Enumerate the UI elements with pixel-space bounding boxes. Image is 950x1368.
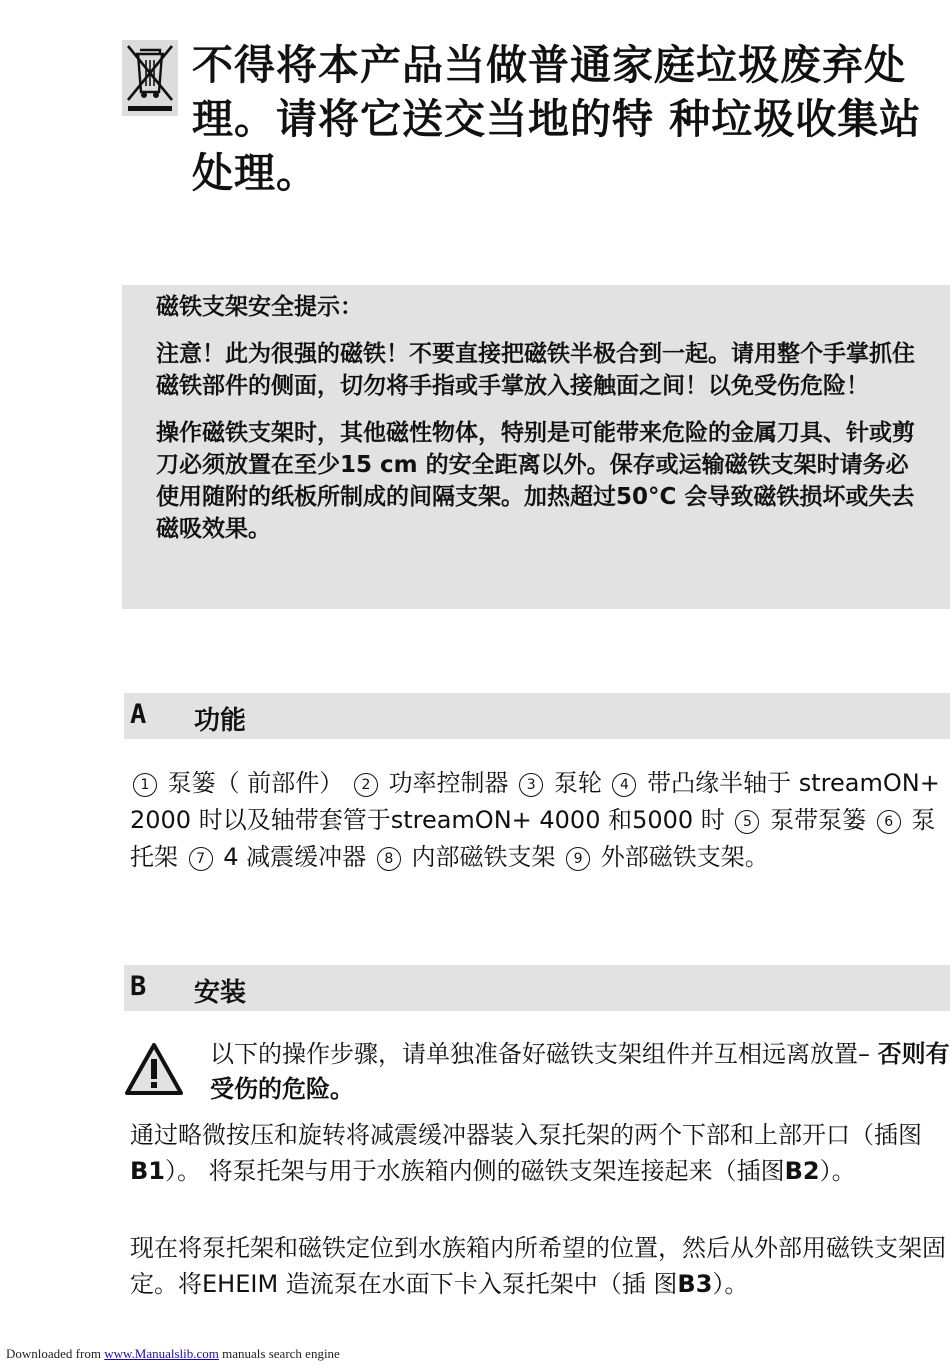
item-number: 9 — [566, 847, 590, 871]
list-item: 4 带凸缘半轴于 streamON+ 2000 时以及轴带套管于streamON+ 4000 和5000 时 — [130, 769, 940, 834]
warning-emphasis: 否则有受伤的危险。 — [210, 1040, 950, 1103]
figure-ref-b2: B2 — [784, 1157, 820, 1185]
section-a-header — [124, 693, 950, 739]
section-b-letter: B — [130, 971, 147, 1002]
item-number: 6 — [877, 810, 901, 834]
item-number: 2 — [354, 773, 378, 797]
section-a-title: 功能 — [194, 706, 247, 736]
safety-paragraph-2: 操作磁铁支架时，其他磁性物体，特别是可能带来危险的金属刀具、针或剪刀必须放置在至少15 cm 的安全距离以外。保存或运输磁铁支架时请务必使用随附的纸板所制成的间隔支架。加热超过50°C 会导致磁铁损坏或失去磁吸效果。 — [156, 420, 915, 542]
list-item: 1 泵篓（ 前部件） — [130, 769, 343, 797]
list-item: 9 外部磁铁支架。 — [563, 843, 769, 871]
list-item: 6 泵托架 — [130, 806, 936, 871]
manualslib-link[interactable]: www.Manualslib.com — [104, 1346, 219, 1361]
installation-warning: 以下的操作步骤，请单独准备好磁铁支架组件并互相远离放置– 否则有受伤的危险。 — [210, 1040, 950, 1103]
disposal-notice: 不得将本产品当做普通家庭垃圾废弃处理。请将它送交当地的特 种垃圾收集站处理。 — [192, 41, 922, 197]
install-step-2: 现在将泵托架和磁铁定位到水族箱内所希望的位置，然后从外部用磁铁支架固定。将EHEIM 造流泵在水面下卡入泵托架中（插 图B3）。 — [130, 1234, 946, 1298]
function-list — [130, 765, 946, 876]
safety-paragraph-1: 注意！此为很强的磁铁！不要直接把磁铁半极合到一起。请用整个手掌抓住磁铁部件的侧面，切勿将手指或手掌放入接触面之间！以免受伤危险！ — [156, 341, 915, 399]
figure-ref-b3: B3 — [677, 1270, 713, 1298]
magnet-safety-box — [122, 285, 950, 609]
list-item: 7 4 减震缓冲器 — [186, 843, 367, 871]
item-number: 3 — [519, 773, 543, 797]
item-number: 8 — [377, 847, 401, 871]
item-number: 4 — [612, 773, 636, 797]
figure-ref-b1: B1 — [130, 1157, 165, 1185]
section-a-letter: A — [130, 699, 147, 730]
item-number: 7 — [189, 847, 213, 871]
section-b-title: 安装 — [194, 978, 247, 1008]
list-item: 3 泵轮 — [516, 769, 602, 797]
safety-heading: 磁铁支架安全提示： — [156, 294, 363, 320]
list-item: 2 功率控制器 — [351, 769, 509, 797]
list-item: 5 泵带泵篓 — [732, 806, 866, 834]
section-b-header — [124, 965, 950, 1011]
crossed-bin-icon — [122, 40, 178, 116]
item-number: 5 — [735, 810, 759, 834]
item-number: 1 — [133, 773, 157, 797]
list-item: 8 内部磁铁支架 — [374, 843, 556, 871]
warning-triangle-icon — [124, 1042, 184, 1096]
download-footer: Downloaded from www.Manualslib.com manuals search engine — [6, 1346, 340, 1361]
install-step-1: 通过略微按压和旋转将减震缓冲器装入泵托架的两个下部和上部开口（插图B1）。 将泵托架与用于水族箱内侧的磁铁支架连接起来（插图B2）。 — [130, 1121, 922, 1185]
